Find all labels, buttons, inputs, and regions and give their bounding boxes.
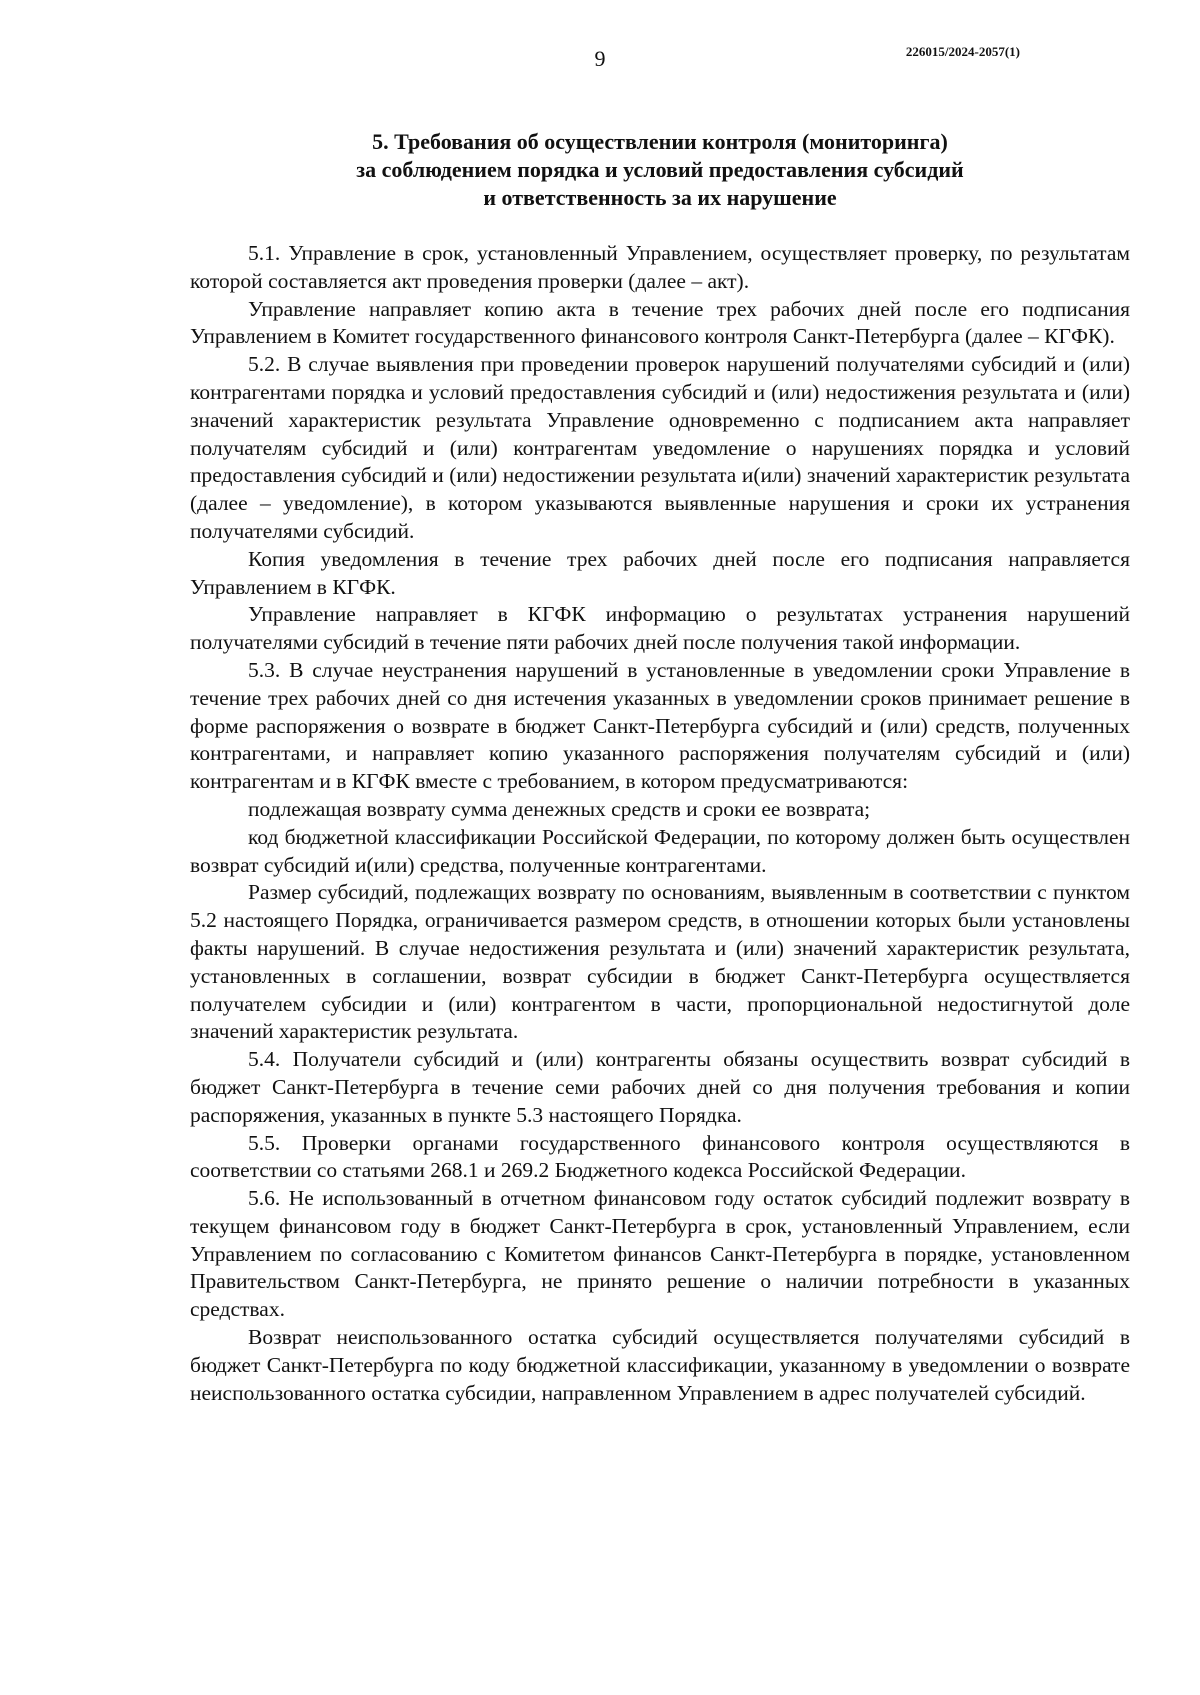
paragraph: Управление направляет в КГФК информацию о результатах устранения нарушений получателями субсидий в течение пяти рабочих дней после получения такой информации. xyxy=(190,602,1130,655)
paragraph: Размер субсидий, подлежащих возврату по основаниям, выявленным в соответствии с пунктом 5.2 настоящего Порядка, ограничивается размером средств, в отношении которых были установлены факты нарушений. В случае недостижения результата и (или) значений характеристик результата, установленных в соглашении, возврат субсидии в бюджет Санкт-Петербурга осуществляется получателем субсидии и (или) контрагентом в части, пропорциональной недостигнутой доле значений характеристик результата. xyxy=(190,880,1130,1044)
paragraph-5-6: 5.6. Не использованный в отчетном финансовом году остаток субсидий подлежит возврату в текущем финансовом году в бюджет Санкт-Петербурга в срок, установленный Управлением, если Управлением по согласованию с Комитетом финансов Санкт-Петербурга в порядке, установленном Правительством Санкт-Петербурга, не принято решение о наличии потребности в указанных средствах. xyxy=(190,1186,1130,1322)
section-title xyxy=(190,128,1130,212)
paragraph-5-3: 5.3. В случае неустранения нарушений в установленные в уведомлении сроки Управление в течение трех рабочих дней со дня истечения указанных в уведомлении сроков принимает решение в форме распоряжения о возврате в бюджет Санкт-Петербурга субсидий и (или) средств, полученных контрагентами, и направляет копию указанного распоряжения получателям субсидий и (или) контрагентам и в КГФК вместе с требованием, в котором предусматриваются: xyxy=(190,657,1130,794)
section-title-line: и ответственность за их нарушение xyxy=(483,185,837,210)
document-code: 226015/2024-2057(1) xyxy=(905,44,1020,59)
page-number: 9 xyxy=(594,46,606,71)
paragraph: Управление направляет копию акта в течение трех рабочих дней после его подписания Управлением в Комитет государственного финансового контроля Санкт-Петербурга (далее – КГФК). xyxy=(190,296,1130,349)
paragraph-5-5: 5.5. Проверки органами государственного финансового контроля осуществляются в соответствии со статьями 268.1 и 269.2 Бюджетного кодекса Российской Федерации. xyxy=(190,1130,1130,1183)
paragraph-5-1: 5.1. Управление в срок, установленный Управлением, осуществляет проверку, по результатам которой составляется акт проведения проверки (далее – акт). xyxy=(190,241,1130,293)
document-body xyxy=(190,240,1130,1407)
paragraph-5-2: 5.2. В случае выявления при проведении проверок нарушений получателями субсидий и (или) контрагентами порядка и условий предоставления субсидий и (или) недостижения результата и (или) значений характеристик результата Управление одновременно с подписанием акта направляет получателям субсидий и (или) контрагентам уведомление о нарушениях порядка и условий предоставления субсидий и (или) недостижении результата и(или) значений характеристик результата (далее – уведомление), в котором указываются выявленные нарушения и сроки их устранения получателями субсидий. xyxy=(190,352,1130,543)
list-item: код бюджетной классификации Российской Федерации, по которому должен быть осуществлен возврат субсидий и(или) средства, полученные контрагентами. xyxy=(190,824,1130,877)
paragraph: Копия уведомления в течение трех рабочих дней после его подписания направляется Управлением в КГФК. xyxy=(190,546,1130,599)
paragraph: Возврат неиспользованного остатка субсидий осуществляется получателями субсидий в бюджет Санкт-Петербурга по коду бюджетной классификации, указанному в уведомлении о возврате неиспользованного остатка субсидии, направленном Управлением в адрес получателей субсидий. xyxy=(190,1325,1130,1405)
section-title-line: за соблюдением порядка и условий предоставления субсидий xyxy=(356,157,964,182)
list-item: подлежащая возврату сумма денежных средств и сроки ее возврата; xyxy=(248,796,871,821)
paragraph-5-4: 5.4. Получатели субсидий и (или) контрагенты обязаны осуществить возврат субсидий в бюджет Санкт-Петербурга в течение семи рабочих дней со дня получения требования и копии распоряжения, указанных в пункте 5.3 настоящего Порядка. xyxy=(190,1047,1130,1127)
section-title-line: 5. Требования об осуществлении контроля (мониторинга) xyxy=(372,129,948,154)
